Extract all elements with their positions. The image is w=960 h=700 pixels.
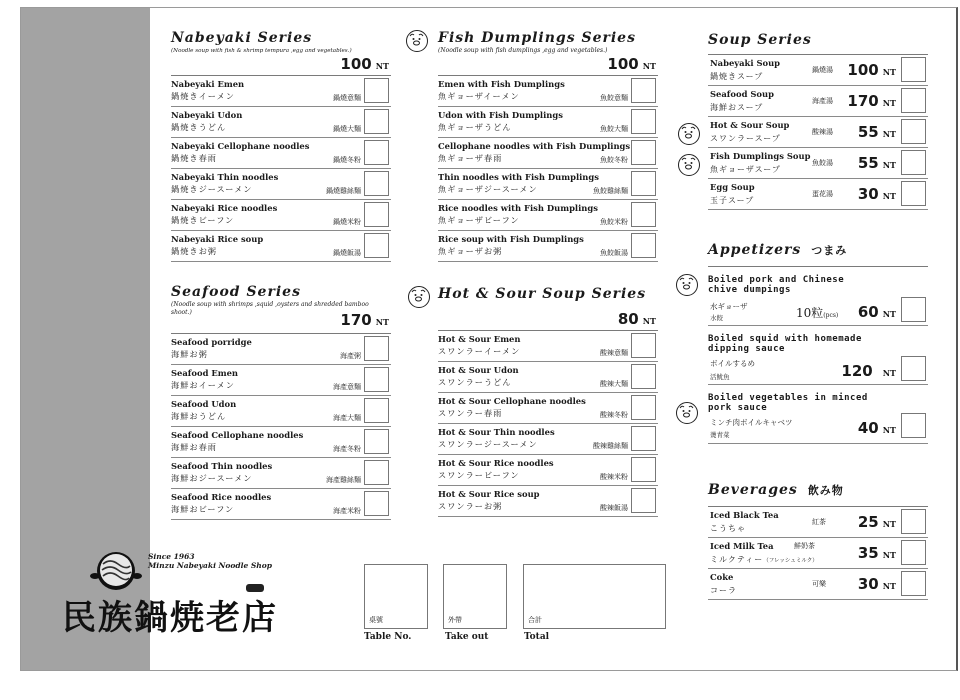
item-name-jp: 鍋焼きお粥 <box>171 246 217 256</box>
menu-item <box>438 138 658 169</box>
item-name-zh: 鍋燒湯 <box>812 66 833 74</box>
item-name-jp: 鍋焼きうどん <box>171 122 227 132</box>
order-qty-box[interactable] <box>364 398 389 423</box>
item-name-jp: 魚ギョーザビーフン <box>438 215 520 225</box>
seal-stamp <box>246 584 264 592</box>
order-qty-box[interactable] <box>631 333 656 358</box>
item-name-en: Seafood Udon <box>171 399 237 409</box>
menu-item <box>438 362 658 393</box>
item-name-en: Nabeyaki Soup <box>710 58 781 68</box>
item-name-en: Thin noodles with Fish Dumplings <box>438 172 599 182</box>
menu-item <box>438 200 658 231</box>
item-name-en: Hot & Sour Emen <box>438 334 521 344</box>
item-name-jp: ミルクティー（フレッシュミルク） <box>710 555 818 564</box>
item-name-en: Cellophane noodles with Fish Dumplings <box>438 141 631 151</box>
item-name-en: Seafood Rice noodles <box>171 492 272 502</box>
item-name-zh: 海產雞絲麵 <box>326 476 361 484</box>
item-name-zh: 海產米粉 <box>333 507 361 515</box>
item-name-en: Egg Soup <box>710 182 755 192</box>
menu-item <box>171 458 391 489</box>
item-price: 40 NT <box>857 419 896 437</box>
menu-item <box>438 107 658 138</box>
seafood-price: 170 NT <box>340 311 389 329</box>
item-name-jp: スワンラージースーメン <box>438 439 538 449</box>
item-price: 55 NT <box>857 154 896 172</box>
item-name-jp: 海鮮お春雨 <box>171 442 217 452</box>
shop-name-text: Minzu Nabeyaki Noodle Shop <box>148 561 272 570</box>
fish-dumplings-section <box>438 30 658 262</box>
table-number-field[interactable] <box>364 564 428 629</box>
menu-item <box>708 507 928 538</box>
order-qty-box[interactable] <box>631 364 656 389</box>
item-name-jp: 水ギョーザ <box>710 302 748 311</box>
order-qty-box[interactable] <box>901 119 926 144</box>
item-name-jp: 海鮮お粥 <box>171 349 208 359</box>
order-qty-box[interactable] <box>631 171 656 196</box>
item-name-en: Seafood Thin noodles <box>171 461 273 471</box>
item-name-en: Udon with Fish Dumplings <box>438 110 563 120</box>
order-qty-box[interactable] <box>364 336 389 361</box>
item-name-zh: 鍋燒意麵 <box>333 94 361 102</box>
item-name-zh: 酸辣飯湯 <box>600 504 628 512</box>
order-qty-box[interactable] <box>631 395 656 420</box>
order-qty-box[interactable] <box>364 202 389 227</box>
item-name-jp: 海鮮おビーフン <box>171 504 235 514</box>
pig-mascot-icon <box>676 274 698 296</box>
item-name-en: Fish Dumplings Soup <box>710 151 811 161</box>
order-qty-box[interactable] <box>901 413 926 438</box>
order-qty-box[interactable] <box>631 488 656 513</box>
takeout-field[interactable] <box>443 564 507 629</box>
item-name-jp: スワンラー春雨 <box>438 408 503 418</box>
order-qty-box[interactable] <box>901 150 926 175</box>
nabeyaki-price: 100 NT <box>340 55 389 73</box>
item-name-en: Nabeyaki Cellophane noodles <box>171 141 310 151</box>
item-name-en: Seafood porridge <box>171 337 252 347</box>
menu-item <box>171 138 391 169</box>
menu-item <box>438 455 658 486</box>
pig-mascot-icon <box>406 30 428 52</box>
item-name-en: Hot & Sour Rice noodles <box>438 458 554 468</box>
item-name-en: Coke <box>710 572 734 582</box>
item-name-en: Nabeyaki Rice soup <box>171 234 264 244</box>
menu-item <box>171 231 391 262</box>
order-qty-box[interactable] <box>901 57 926 82</box>
menu-item <box>171 365 391 396</box>
fish-desc: (Noodle soup with fish dumplings ,egg and vegetables.) <box>438 47 608 54</box>
soup-section <box>708 32 928 210</box>
item-name-zh: 鍋燒雞絲麵 <box>326 187 361 195</box>
item-price: 35 NT <box>857 544 896 562</box>
order-qty-box[interactable] <box>364 460 389 485</box>
menu-item <box>438 231 658 262</box>
item-name-jp: 魚ギョーザイーメン <box>438 91 520 101</box>
menu-item <box>708 55 928 86</box>
menu-item <box>171 107 391 138</box>
menu-item <box>708 179 928 210</box>
item-name-zh: 海產粥 <box>340 352 361 360</box>
item-name-zh: 海產大麵 <box>333 414 361 422</box>
item-name-jp: 鍋焼き春雨 <box>171 153 217 163</box>
item-name-jp: スワンラーイーメン <box>438 346 521 356</box>
noodle-pot-icon <box>88 548 144 594</box>
item-name-jp: 海鮮おうどん <box>171 411 227 421</box>
item-name-zh: 鍋燒飯湯 <box>333 249 361 257</box>
total-label-zh: 合計 <box>528 616 542 624</box>
hotsour-price: 80 NT <box>617 310 656 328</box>
order-qty-box[interactable] <box>901 571 926 596</box>
order-qty-box[interactable] <box>364 140 389 165</box>
item-name-jp: 鍋焼きジースーメン <box>171 184 253 194</box>
since-text: Since 1963 <box>148 552 195 561</box>
item-name-jp: 鍋焼きビーフン <box>171 215 235 225</box>
menu-item <box>708 569 928 600</box>
menu-item <box>708 86 928 117</box>
order-qty-box[interactable] <box>901 297 926 322</box>
seafood-title: Seafood Series <box>171 284 301 300</box>
item-name-jp: 海鮮おジースーメン <box>171 473 253 483</box>
order-qty-box[interactable] <box>631 78 656 103</box>
total-label: Total <box>524 632 550 642</box>
item-name-en: Nabeyaki Udon <box>171 110 243 120</box>
takeout-label: Take out <box>445 632 489 642</box>
order-qty-box[interactable] <box>364 491 389 516</box>
item-name-zh: 魚餃米粉 <box>600 218 628 226</box>
shop-calligraphy: 民族鍋焼老店 <box>62 598 278 638</box>
appetizers-title: Appetizers つまみ <box>708 242 848 258</box>
item-name-zh: 魚餃雞絲麵 <box>593 187 628 195</box>
item-name-jp: スワンラーうどん <box>438 377 512 387</box>
item-name-jp: 魚ギョーザ春雨 <box>438 153 503 163</box>
order-qty-box[interactable] <box>364 109 389 134</box>
item-name-jp: スワンラービーフン <box>438 470 520 480</box>
item-price: 55 NT <box>857 123 896 141</box>
item-name-jp: 海鮮おイーメン <box>171 380 235 390</box>
pig-mascot-icon <box>678 123 700 145</box>
menu-item <box>438 76 658 107</box>
item-name-en: Hot & Sour Cellophane noodles <box>438 396 586 406</box>
menu-item <box>171 427 391 458</box>
menu-item <box>171 489 391 520</box>
menu-item <box>438 486 658 517</box>
item-name-zh: 酸辣雞絲麵 <box>593 442 628 450</box>
item-name-en: Iced Black Tea <box>710 510 779 520</box>
item-name-jp: スワンラーお粥 <box>438 501 503 511</box>
item-name-zh: 酸辣大麵 <box>600 380 628 388</box>
item-name-zh: 鍋燒大麵 <box>333 125 361 133</box>
item-name-en: Rice noodles with Fish Dumplings <box>438 203 598 213</box>
nabeyaki-title: Nabeyaki Series <box>171 30 313 46</box>
item-name-zh: 鍋燒米粉 <box>333 218 361 226</box>
order-qty-box[interactable] <box>364 78 389 103</box>
menu-item <box>438 393 658 424</box>
order-qty-box[interactable] <box>631 202 656 227</box>
nabeyaki-section <box>171 30 391 262</box>
order-qty-box[interactable] <box>631 140 656 165</box>
appetizer-item <box>708 326 928 385</box>
item-name-en: Seafood Soup <box>710 89 774 99</box>
item-name-en: Iced Milk Tea <box>710 541 774 551</box>
menu-item <box>708 117 928 148</box>
order-qty-box[interactable] <box>631 457 656 482</box>
item-name-zh: 海產冬粉 <box>333 445 361 453</box>
menu-item <box>171 200 391 231</box>
item-name-zh: 可樂 <box>812 580 826 588</box>
item-name-zh: 酸辣意麵 <box>600 349 628 357</box>
seafood-desc: (Noodle soup with shrimps ,squid ,oysters and shredded bamboo shoot.) <box>171 301 369 316</box>
appetizers-section <box>708 242 928 444</box>
menu-item <box>708 148 928 179</box>
menu-item <box>171 334 391 365</box>
order-qty-box[interactable] <box>364 233 389 258</box>
order-qty-box[interactable] <box>631 233 656 258</box>
order-qty-box[interactable] <box>364 429 389 454</box>
item-name-zh: 魚餃冬粉 <box>600 156 628 164</box>
nabeyaki-desc: (Noodle soup with fish & shrimp tempura ,egg and vegetables.) <box>171 48 352 54</box>
menu-item <box>438 169 658 200</box>
pig-mascot-icon <box>408 286 430 308</box>
item-price: 25 NT <box>857 513 896 531</box>
item-name-jp: ボイルするめ <box>710 359 755 368</box>
item-name-jp: コーラ <box>710 586 737 595</box>
order-qty-box[interactable] <box>364 367 389 392</box>
beverages-title: Beverages 飲み物 <box>708 482 844 498</box>
item-name-zh: 酸辣湯 <box>812 128 833 136</box>
order-qty-box[interactable] <box>901 540 926 565</box>
item-name-en: Hot & Sour Soup <box>710 120 790 130</box>
item-name-jp: 魚ギョーザうどん <box>438 122 512 132</box>
pig-mascot-icon <box>676 402 698 424</box>
item-name-zh: 鮮奶茶 <box>794 542 815 550</box>
item-price: 170 NT <box>847 92 896 110</box>
menu-item <box>708 538 928 569</box>
order-qty-box[interactable] <box>631 426 656 451</box>
item-name-en: Boiled pork and Chinese chive dumpings <box>708 275 845 295</box>
item-name-en: Seafood Emen <box>171 368 239 378</box>
item-name-en: Nabeyaki Emen <box>171 79 245 89</box>
item-name-zh: 魚餃大麵 <box>600 125 628 133</box>
item-name-jp: 鍋焼きスープ <box>710 72 764 81</box>
menu-item <box>438 331 658 362</box>
item-name-en: Rice soup with Fish Dumplings <box>438 234 584 244</box>
item-name-en: Hot & Sour Thin noodles <box>438 427 555 437</box>
table-label-zh: 桌號 <box>369 616 383 624</box>
menu-item <box>171 396 391 427</box>
item-name-jp: 魚ギョーザジースーメン <box>438 184 538 194</box>
fish-price: 100 NT <box>607 55 656 73</box>
table-label: Table No. <box>364 632 412 642</box>
item-name-zh: 酸辣米粉 <box>600 473 628 481</box>
item-name-zh: 海產意麵 <box>333 383 361 391</box>
seafood-section <box>171 284 391 520</box>
item-name-en: Nabeyaki Rice noodles <box>171 203 278 213</box>
item-price: 30 NT <box>857 185 896 203</box>
item-price: 60 NT <box>857 303 896 321</box>
takeout-label-zh: 外帶 <box>448 616 462 624</box>
item-name-jp: 魚ギョーザスープ <box>710 165 781 174</box>
item-name-en: Nabeyaki Thin noodles <box>171 172 279 182</box>
hotsour-title: Hot & Sour Soup Series <box>438 286 647 302</box>
item-name-zh: 魚餃湯 <box>812 159 833 167</box>
appetizer-item <box>708 267 928 326</box>
beverages-section <box>708 482 928 600</box>
item-name-en: Boiled vegetables in minced pork sauce <box>708 393 868 413</box>
item-name-en: Hot & Sour Rice soup <box>438 489 540 499</box>
item-name-zh: 蛋花湯 <box>812 190 833 198</box>
item-name-zh: 水餃 <box>710 314 723 322</box>
order-qty-box[interactable] <box>631 109 656 134</box>
item-name-jp: 鍋焼きイーメン <box>171 91 235 101</box>
item-name-zh: 海產湯 <box>812 97 833 105</box>
item-name-jp: 海鮮おスープ <box>710 103 764 112</box>
item-price: 120 NT <box>841 362 896 380</box>
item-qty: 10粒(pcs) <box>796 306 839 320</box>
item-name-jp: ミンチ肉ボイルキャベツ <box>710 418 793 427</box>
total-field[interactable] <box>523 564 666 629</box>
menu-item <box>171 76 391 107</box>
item-price: 30 NT <box>857 575 896 593</box>
item-name-zh: 魚餃意麵 <box>600 94 628 102</box>
order-qty-box[interactable] <box>364 171 389 196</box>
appetizer-item <box>708 385 928 444</box>
menu-item <box>438 424 658 455</box>
item-name-jp: 魚ギョーザお粥 <box>438 246 503 256</box>
item-name-zh: 燙青菜 <box>710 431 730 439</box>
order-qty-box[interactable] <box>901 509 926 534</box>
pig-mascot-icon <box>678 154 700 176</box>
order-qty-box[interactable] <box>901 356 926 381</box>
item-name-zh: 鍋燒冬粉 <box>333 156 361 164</box>
item-name-zh: 活魷魚 <box>710 373 730 381</box>
fish-title: Fish Dumplings Series <box>438 30 636 46</box>
item-price: 100 NT <box>847 61 896 79</box>
soup-title: Soup Series <box>708 32 812 48</box>
item-name-jp: こうちゃ <box>710 524 746 533</box>
item-name-zh: 魚餃飯湯 <box>600 249 628 257</box>
item-name-en: Seafood Cellophane noodles <box>171 430 304 440</box>
item-name-en: Boiled squid with homemade dipping sauce <box>708 334 862 354</box>
item-name-zh: 紅茶 <box>812 518 826 526</box>
menu-item <box>171 169 391 200</box>
hot-sour-section <box>438 286 658 517</box>
item-name-jp: スワンラースープ <box>710 134 781 143</box>
item-name-jp: 玉子スープ <box>710 196 755 205</box>
item-name-en: Emen with Fish Dumplings <box>438 79 565 89</box>
item-name-zh: 酸辣冬粉 <box>600 411 628 419</box>
item-name-en: Hot & Sour Udon <box>438 365 519 375</box>
order-qty-box[interactable] <box>901 181 926 206</box>
order-qty-box[interactable] <box>901 88 926 113</box>
